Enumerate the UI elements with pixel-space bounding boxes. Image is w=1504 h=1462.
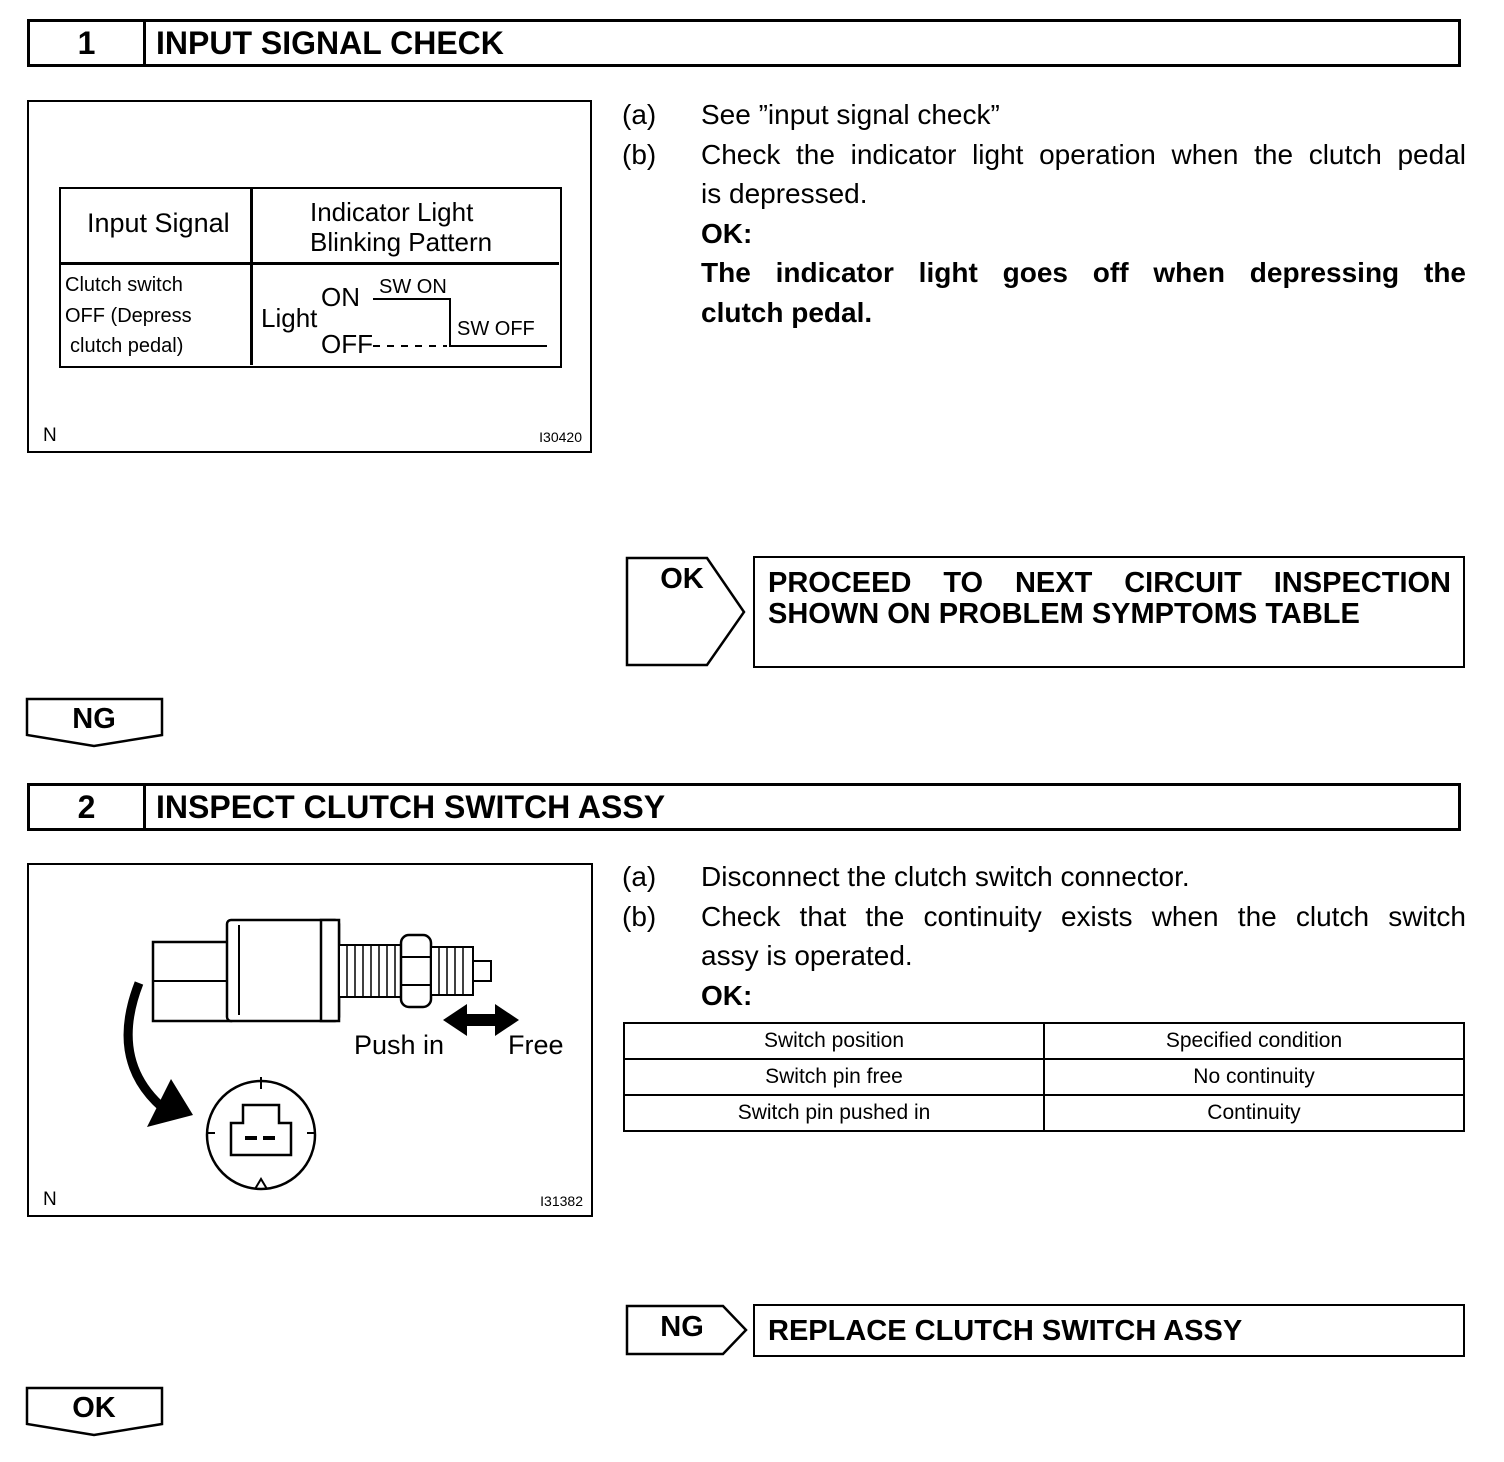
step-2-header — [27, 783, 1461, 831]
step-title: INSPECT CLUTCH SWITCH ASSY — [156, 789, 666, 825]
ok-criteria-label: OK: — [701, 979, 753, 1011]
figure-n-mark: N — [43, 425, 57, 446]
table-cell: No continuity — [1044, 1059, 1464, 1095]
ok-branch-result: PROCEED TO NEXT CIRCUIT INSPECTION SHOWN ON PROBLEM SYMPTOMS TABLE — [753, 556, 1465, 668]
ok-criteria-label: OK: — [701, 217, 753, 249]
ok-branch-label: OK — [660, 563, 704, 595]
clutch-switch-figure — [27, 863, 593, 1217]
ng-flow-label: NG — [72, 703, 116, 735]
ok-criteria-line-1: The indicator light goes off when depressing the — [701, 257, 1466, 288]
table-header-cell: Switch position — [624, 1023, 1044, 1059]
instruction-b: (b) Check that the continuity exists when the clutch switch assy is operated. OK: — [622, 897, 1466, 1016]
ok-flow-label: OK — [72, 1392, 116, 1424]
step-number: 1 — [30, 22, 146, 64]
col-header-indicator-1: Indicator Light — [310, 197, 474, 227]
push-in-label: Push in — [354, 1030, 445, 1060]
step-title: INPUT SIGNAL CHECK — [156, 25, 504, 61]
signal-table — [59, 187, 562, 368]
off-label: OFF — [321, 329, 373, 359]
step-2-instructions — [622, 857, 1466, 1015]
row-label-3: clutch pedal) — [70, 335, 184, 357]
ok-criteria-line-2: clutch pedal. — [701, 296, 873, 328]
sw-off-label: SW OFF — [457, 318, 535, 340]
sw-on-label: SW ON — [379, 276, 447, 298]
continuity-spec-table — [623, 1022, 1465, 1132]
ng-branch-result: REPLACE CLUTCH SWITCH ASSY — [753, 1304, 1465, 1357]
instruction-a: (a) See ”input signal check” — [622, 99, 1000, 130]
figure-n-mark: N — [43, 1189, 57, 1210]
on-label: ON — [321, 282, 360, 312]
free-label: Free — [508, 1030, 564, 1060]
table-header-cell: Specified condition — [1044, 1023, 1464, 1059]
figure-code: I30420 — [539, 429, 582, 445]
col-header-indicator-2: Blinking Pattern — [310, 227, 493, 257]
table-header-row — [624, 1023, 1464, 1059]
row-label-2: OFF (Depress — [65, 305, 192, 327]
light-label: Light — [261, 303, 318, 333]
instruction-b: (b) Check the indicator light operation when the clutch pedal is depressed. OK: The indicator light goes off when depressing the clutch pedal. — [622, 135, 1466, 333]
instruction-a: (a) Disconnect the clutch switch connector. — [622, 861, 1190, 892]
step-1-instructions — [622, 95, 1466, 332]
input-signal-figure — [27, 100, 592, 453]
row-label-1: Clutch switch — [65, 274, 183, 296]
blink-pattern-waveform — [61, 189, 559, 365]
table-cell: Continuity — [1044, 1095, 1464, 1131]
step-number: 2 — [30, 786, 146, 828]
col-header-input-signal: Input Signal — [87, 208, 230, 238]
table-cell: Switch pin free — [624, 1059, 1044, 1095]
ng-branch-label: NG — [660, 1311, 704, 1343]
figure-code: I31382 — [540, 1193, 583, 1209]
table-row — [624, 1095, 1464, 1131]
clutch-switch-illustration — [29, 865, 590, 1214]
step-1-header — [27, 19, 1461, 67]
table-row — [624, 1059, 1464, 1095]
table-cell: Switch pin pushed in — [624, 1095, 1044, 1131]
